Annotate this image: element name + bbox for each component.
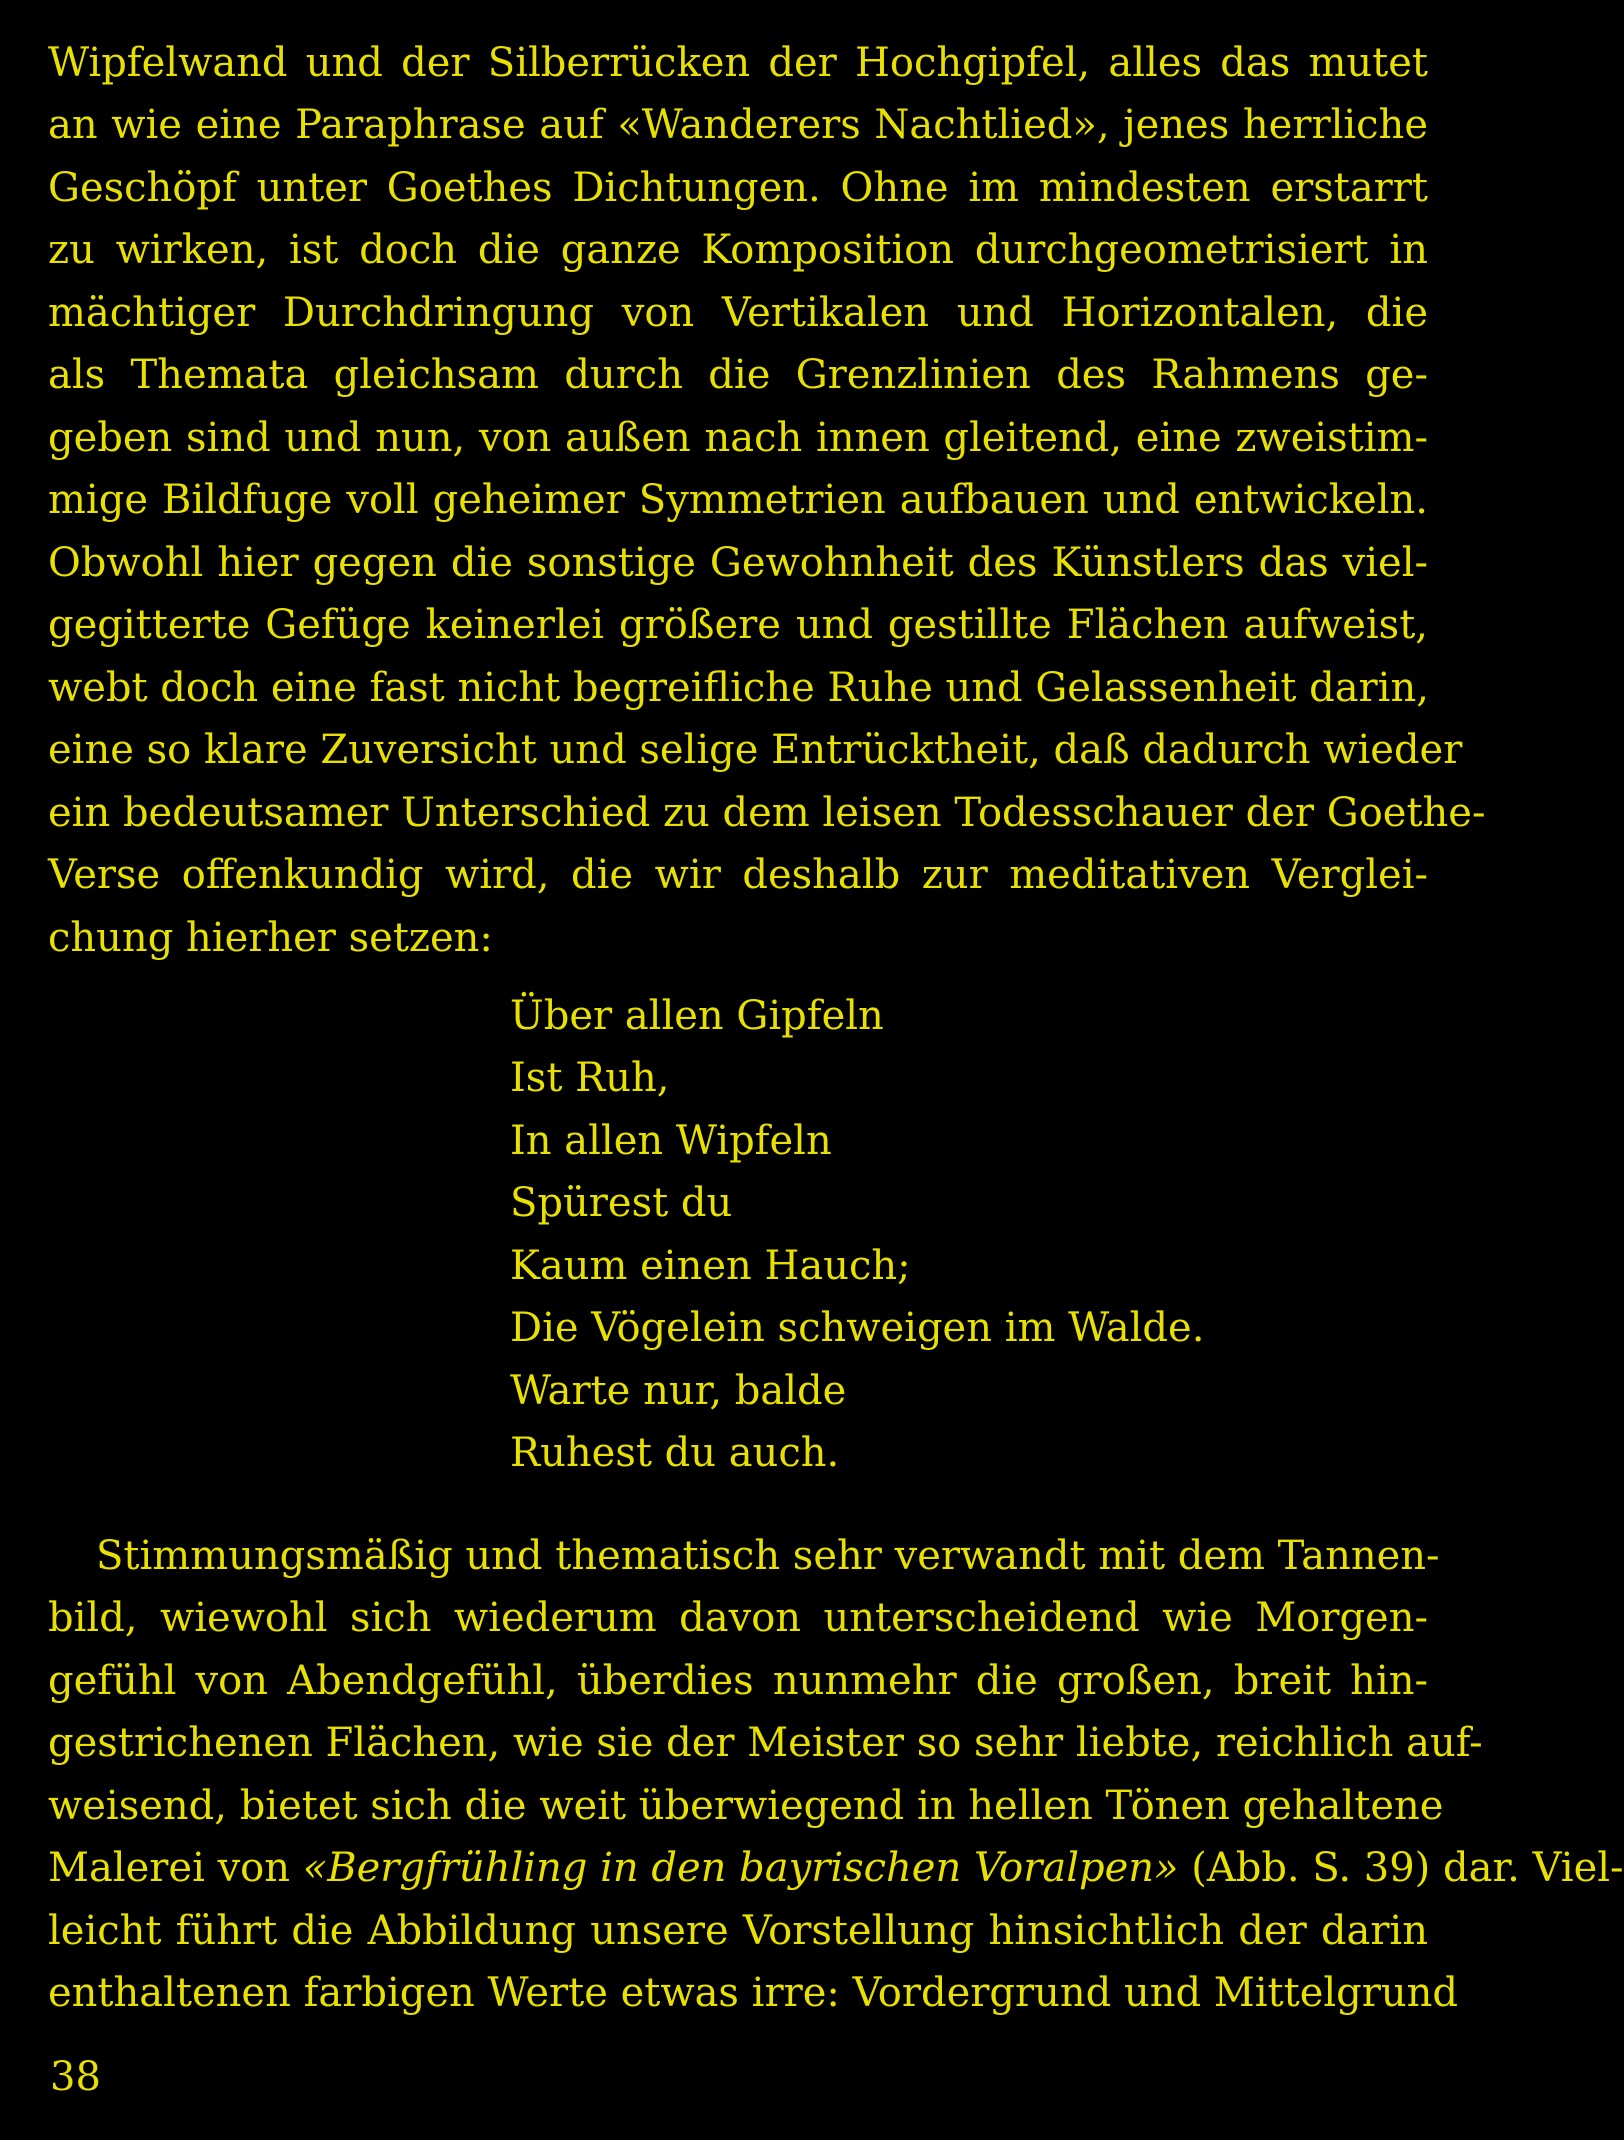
poem-line: Warte nur, balde bbox=[510, 1368, 847, 1414]
text-line: enthaltenen farbigen Werte etwas irre: Vordergrund und Mittelgrund bbox=[48, 1970, 1459, 2016]
poem-line: Ist Ruh, bbox=[510, 1055, 670, 1101]
text-line: Verse offenkundig wird, die wir deshalb zur meditativen Verglei- bbox=[48, 852, 1428, 898]
text-line: leicht führt die Abbildung unsere Vorstellung hinsichtlich der darin bbox=[48, 1908, 1428, 1954]
page-number: 38 bbox=[50, 2054, 101, 2100]
text-line: gegitterte Gefüge keinerlei größere und gestillte Flächen aufweist, bbox=[48, 602, 1428, 648]
text-line: geben sind und nun, von außen nach innen gleitend, eine zweistim- bbox=[48, 415, 1428, 461]
text-line: als Themata gleichsam durch die Grenzlinien des Rahmens ge- bbox=[48, 352, 1428, 398]
text-line: mächtiger Durchdringung von Vertikalen und Horizontalen, die bbox=[48, 290, 1428, 336]
text-line-with-title bbox=[48, 1837, 1624, 1899]
text-line: an wie eine Paraphrase auf «Wanderers Nachtlied», jenes herrliche bbox=[48, 102, 1428, 148]
poem-line: Ruhest du auch. bbox=[510, 1430, 840, 1476]
artwork-title: «Bergfrühling in den bayrischen Voralpen» bbox=[302, 1845, 1179, 1891]
text-line: ein bedeutsamer Unterschied zu dem leisen Todesschauer der Goethe- bbox=[48, 790, 1486, 836]
text-line: weisend, bietet sich die weit überwiegend in hellen Tönen gehaltene bbox=[48, 1783, 1444, 1829]
text-line: gefühl von Abendgefühl, überdies nunmehr die großen, breit hin- bbox=[48, 1658, 1428, 1704]
poem-line: Über allen Gipfeln bbox=[510, 993, 884, 1039]
poem-line: In allen Wipfeln bbox=[510, 1118, 832, 1164]
poem-line: Die Vögelein schweigen im Walde. bbox=[510, 1305, 1205, 1351]
text-run: (Abb. S. 39) dar. Viel- bbox=[1178, 1845, 1624, 1891]
text-line: Obwohl hier gegen die sonstige Gewohnheit des Künstlers das viel- bbox=[48, 540, 1428, 586]
text-line: chung hierher setzen: bbox=[48, 915, 493, 961]
text-line: Wipfelwand und der Silberrücken der Hochgipfel, alles das mutet bbox=[48, 40, 1428, 86]
text-line: eine so klare Zuversicht und selige Entrücktheit, daß dadurch wieder bbox=[48, 727, 1463, 773]
poem-line: Spürest du bbox=[510, 1180, 733, 1226]
poem-line: Kaum einen Hauch; bbox=[510, 1243, 911, 1289]
text-line: Stimmungsmäßig und thematisch sehr verwandt mit dem Tannen- bbox=[96, 1533, 1440, 1579]
text-line: zu wirken, ist doch die ganze Komposition durchgeometrisiert in bbox=[48, 227, 1428, 273]
text-line: gestrichenen Flächen, wie sie der Meister so sehr liebte, reichlich auf- bbox=[48, 1720, 1483, 1766]
text-line: Geschöpf unter Goethes Dichtungen. Ohne im mindesten erstarrt bbox=[48, 165, 1428, 211]
text-line: mige Bildfuge voll geheimer Symmetrien aufbauen und entwickeln. bbox=[48, 477, 1428, 523]
text-line: webt doch eine fast nicht begreifliche Ruhe und Gelassenheit darin, bbox=[48, 665, 1429, 711]
text-line: bild, wiewohl sich wiederum davon unterscheidend wie Morgen- bbox=[48, 1595, 1428, 1641]
text-run: Malerei von bbox=[48, 1845, 303, 1891]
